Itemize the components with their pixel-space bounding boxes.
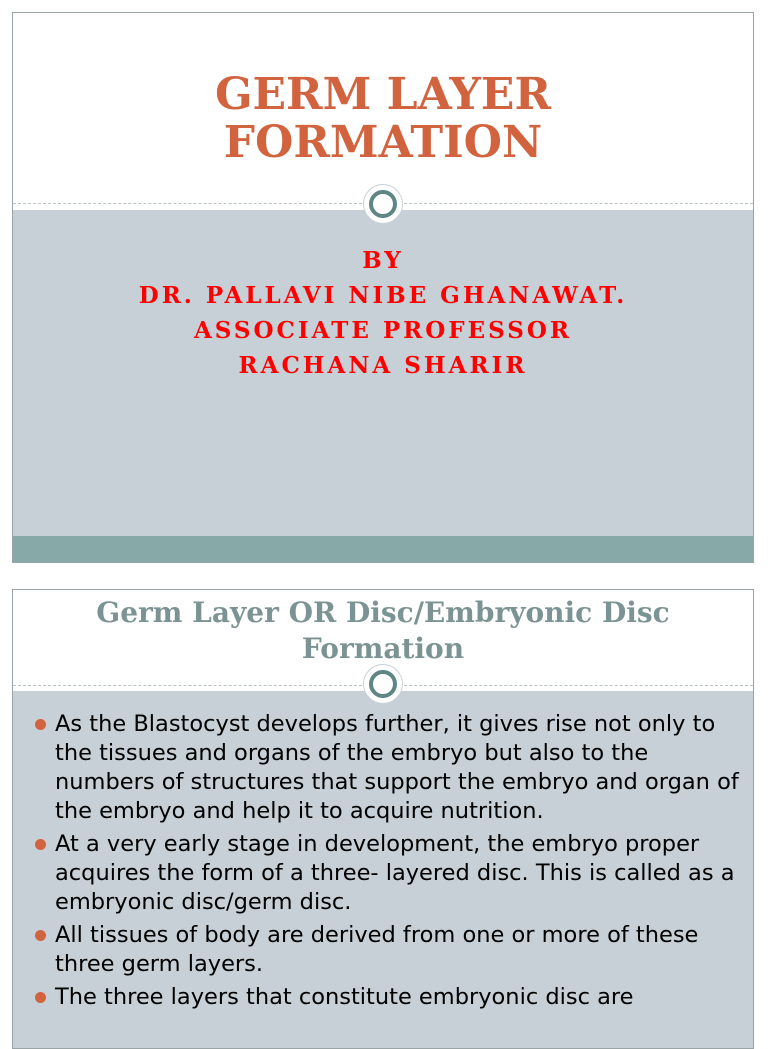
bottom-band [13, 536, 753, 562]
bullet-dot-icon [35, 930, 46, 941]
bullet-item [35, 921, 750, 979]
title-line-1: GERM LAYER [214, 69, 552, 120]
bullet-text: At a very early stage in development, the embryo proper acquires the form of a three- layered disc. This is called as a embryonic disc/germ disc. [55, 831, 735, 915]
author-byline [13, 243, 753, 383]
circle-ornament-icon [364, 665, 402, 703]
bullet-dot-icon [35, 992, 46, 1003]
title-line-2: FORMATION [223, 117, 543, 168]
title-line-2: Formation [301, 632, 465, 665]
byline-by: BY [362, 247, 404, 274]
byline-author: DR. PALLAVI NIBE GHANAWAT. [138, 282, 628, 309]
bullet-text: All tissues of body are derived from one or more of these three germ layers. [55, 922, 699, 977]
circle-ornament-icon [364, 185, 402, 223]
byline-position: ASSOCIATE PROFESSOR [193, 317, 573, 344]
slide-title [13, 595, 753, 667]
bullet-item [35, 983, 750, 1012]
title-line-1: Germ Layer OR Disc/Embryonic Disc [96, 596, 670, 629]
bullet-dot-icon [35, 839, 46, 850]
bullet-dot-icon [35, 719, 46, 730]
title-area [13, 13, 753, 206]
bullet-list [35, 710, 750, 1016]
bullet-text: As the Blastocyst develops further, it gives rise not only to the tissues and organs of the embryo but also to the numbers of structures that support the embryo and organ of the embryo and help it to acquire nutrition. [55, 711, 739, 824]
bullet-text: The three layers that constitute embryonic disc are [55, 984, 634, 1010]
content-slide [12, 589, 754, 1049]
slide-title [13, 71, 753, 167]
bullet-item [35, 710, 750, 826]
byline-department: RACHANA SHARIR [238, 352, 528, 379]
bullet-item [35, 830, 750, 917]
title-slide [12, 12, 754, 563]
